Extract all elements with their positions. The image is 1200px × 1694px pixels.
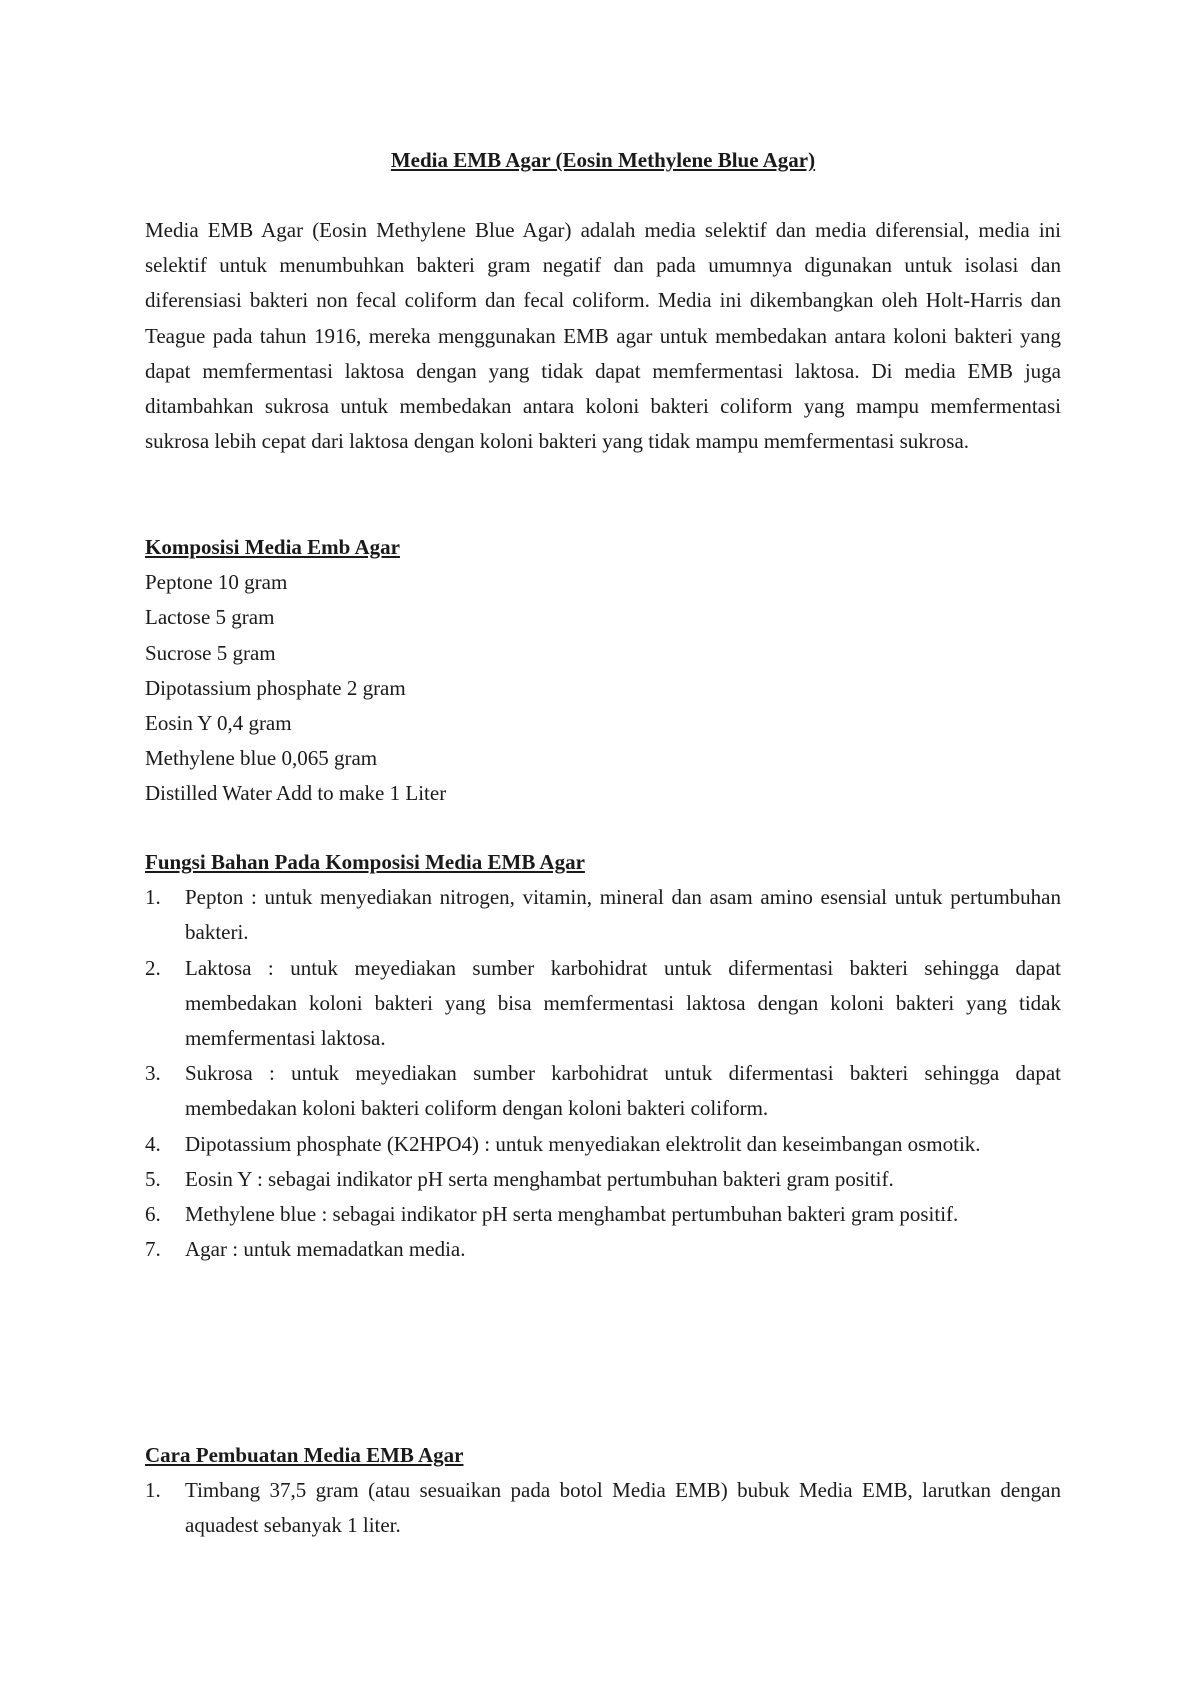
function-item [145,951,1061,1057]
composition-item: Methylene blue 0,065 gram [145,746,378,771]
list-item-text: Timbang 37,5 gram (atau sesuaikan pada botol Media EMB) bubuk Media EMB, larutkan dengan aquadest sebanyak 1 liter. [185,1478,1061,1538]
list-number: 6. [145,1202,161,1227]
preparation-item [145,1473,1061,1543]
list-number: 5. [145,1166,161,1191]
list-number: 4. [145,1131,161,1156]
composition-list [145,565,1061,811]
list-item-text: Dipotassium phosphate (K2HPO4) : untuk menyediakan elektrolit dan keseimbangan osmotik. [185,1131,981,1156]
function-item [145,1127,1061,1162]
list-number: 3. [145,1061,161,1086]
preparation-list [145,1473,1061,1543]
function-item [145,1197,1061,1232]
composition-item: Dipotassium phosphate 2 gram [145,675,406,700]
list-item-text: Eosin Y : sebagai indikator pH serta menghambat pertumbuhan bakteri gram positif. [185,1166,894,1191]
functions-heading: Fungsi Bahan Pada Komposisi Media EMB Agar [145,850,585,874]
composition-item: Sucrose 5 gram [145,640,276,665]
composition-item: Distilled Water Add to make 1 Liter [145,781,447,806]
composition-item: Lactose 5 gram [145,605,275,630]
list-number: 2. [145,955,161,980]
list-number: 1. [145,1478,161,1503]
function-item [145,880,1061,950]
functions-section [145,845,1061,1267]
document-title: Media EMB Agar (Eosin Methylene Blue Agar) [390,148,816,172]
function-item [145,1056,1061,1126]
composition-item: Eosin Y 0,4 gram [145,711,292,736]
list-item-text: Methylene blue : sebagai indikator pH serta menghambat pertumbuhan bakteri gram positif. [185,1202,959,1227]
function-item [145,1232,1061,1267]
list-item-text: Laktosa : untuk meyediakan sumber karbohidrat untuk difermentasi bakteri sehingga dapat membedakan koloni bakteri yang bisa memfermentasi laktosa dengan koloni bakteri yang tidak memfermentasi laktosa. [185,955,1061,1051]
preparation-heading: Cara Pembuatan Media EMB Agar [145,1443,464,1467]
list-number: 7. [145,1237,161,1262]
intro-paragraph: Media EMB Agar (Eosin Methylene Blue Agar) adalah media selektif dan media diferensial, media ini selektif untuk menumbuhkan bakteri gram negatif dan pada umumnya digunakan untuk isolasi dan diferensiasi bakteri non fecal coliform dan fecal coliform. Media ini dikembangkan oleh Holt-Harris dan Teague pada tahun 1916, mereka menggunakan EMB agar untuk membedakan antara koloni bakteri yang dapat memfermentasi laktosa dengan yang tidak dapat memfermentasi laktosa. Di media EMB juga ditambahkan sukrosa untuk membedakan antara koloni bakteri coliform yang mampu memfermentasi sukrosa lebih cepat dari laktosa dengan koloni bakteri yang tidak mampu memfermentasi sukrosa. [145,218,1061,454]
composition-section [145,530,1061,812]
list-item-text: Pepton : untuk menyediakan nitrogen, vitamin, mineral dan asam amino esensial untuk pertumbuhan bakteri. [185,885,1061,945]
list-number: 1. [145,885,161,910]
list-item-text: Agar : untuk memadatkan media. [185,1237,466,1262]
composition-heading: Komposisi Media Emb Agar [145,535,400,559]
preparation-section [145,1438,1061,1544]
functions-list [145,880,1061,1267]
composition-item: Peptone 10 gram [145,570,288,595]
list-item-text: Sukrosa : untuk meyediakan sumber karbohidrat untuk difermentasi bakteri sehingga dapat membedakan koloni bakteri coliform dengan koloni bakteri coliform. [185,1061,1061,1121]
function-item [145,1162,1061,1197]
